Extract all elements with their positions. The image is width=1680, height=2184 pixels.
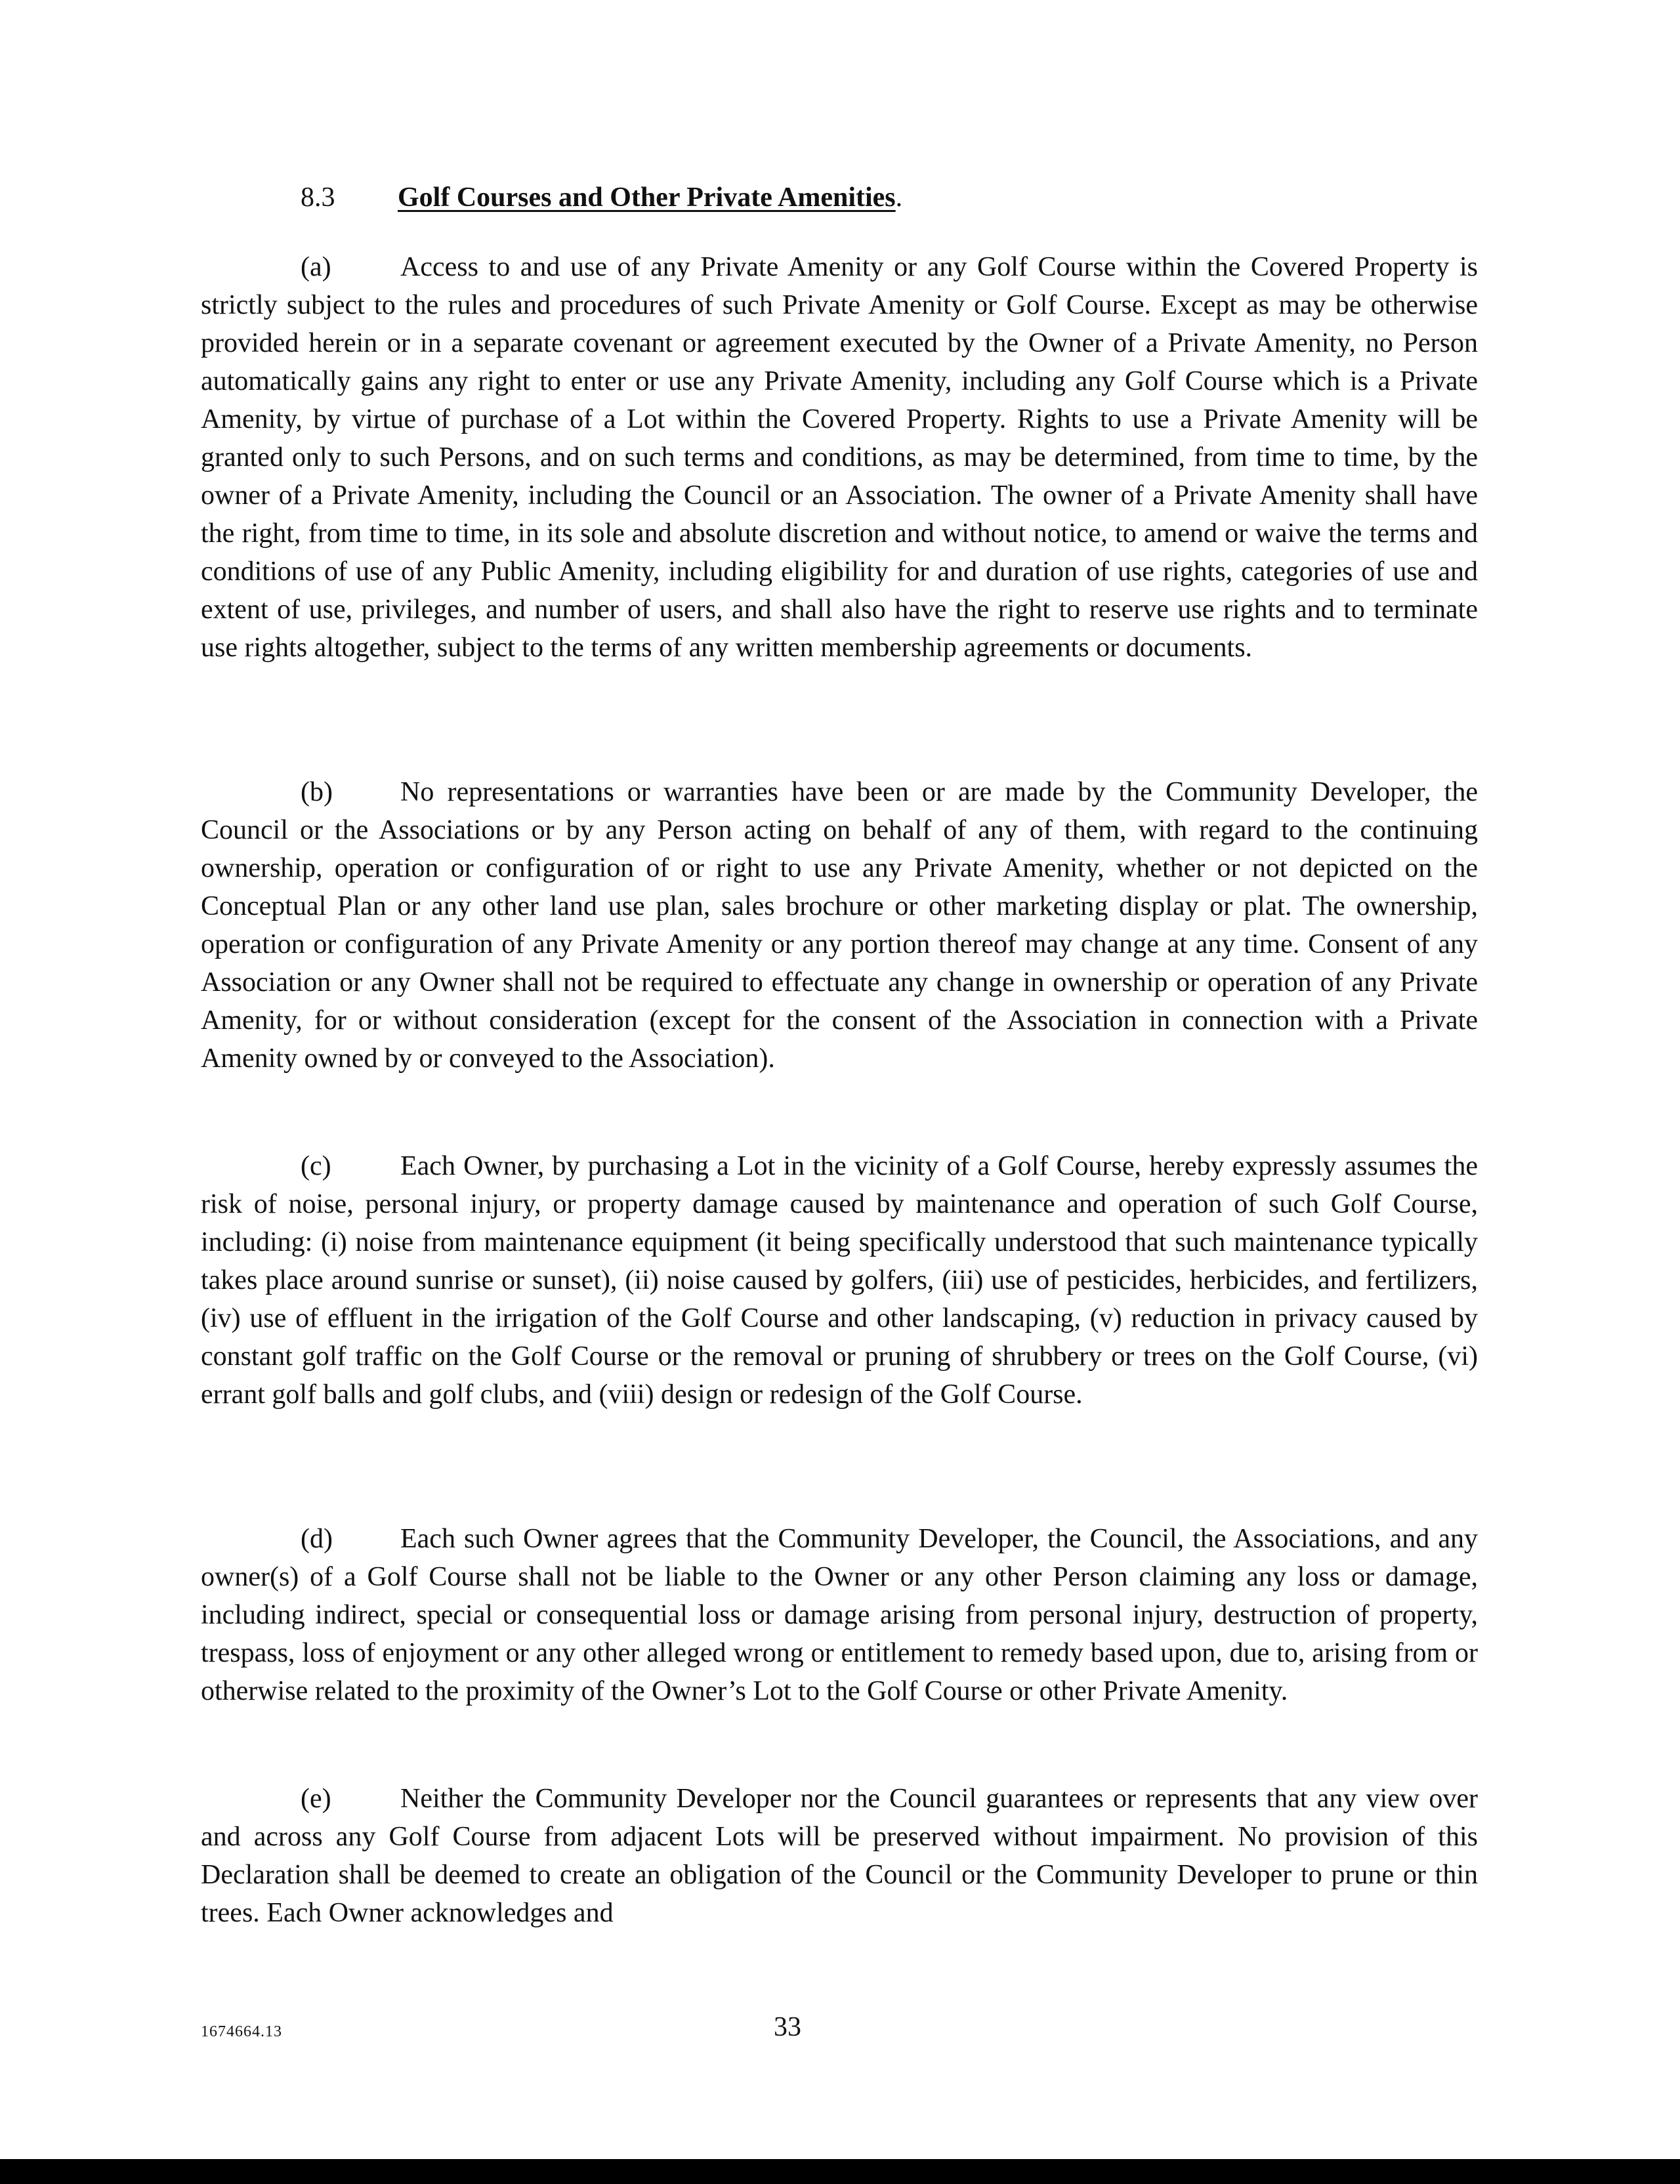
section-number: 8.3 — [301, 182, 335, 213]
scan-border-bar — [0, 2159, 1680, 2184]
paragraph-b-label: (b) — [301, 777, 333, 807]
paragraph-b — [201, 773, 1478, 1078]
paragraph-d — [201, 1520, 1478, 1710]
paragraph-c-label: (c) — [301, 1151, 331, 1181]
paragraph-d-text: Each such Owner agrees that the Community Developer, the Council, the Associations, and any owner(s) of a Golf Course shall not be liable to the Owner or any other Person claiming any loss or damage, including indirect, special or consequential loss or damage arising from personal injury, destruction of property, trespass, loss of enjoyment or any other alleged wrong or entitlement to remedy based upon, due to, arising from or otherwise related to the proximity of the Owner’s Lot to the Golf Course or other Private Amenity. — [201, 1524, 1478, 1706]
paragraph-e-text: Neither the Community Developer nor the Council guarantees or represents that any view over and across any Golf Course from adjacent Lots will be preserved without impairment. No provision of this Declaration shall be deemed to create an obligation of the Council or the Community Developer to prune or thin trees. Each Owner acknowledges and — [201, 1784, 1478, 1928]
paragraph-a — [201, 248, 1478, 667]
document-id: 1674664.13 — [201, 2023, 282, 2040]
section-title: Golf Courses and Other Private Amenities — [398, 182, 896, 213]
paragraph-d-label: (d) — [301, 1524, 333, 1554]
section-heading — [301, 178, 902, 217]
section-title-period: . — [895, 182, 903, 213]
paragraph-a-label: (a) — [301, 252, 331, 282]
paragraph-c — [201, 1147, 1478, 1414]
paragraph-e-label: (e) — [301, 1784, 331, 1814]
paragraph-c-text: Each Owner, by purchasing a Lot in the vicinity of a Golf Course, hereby expressly assumes the risk of noise, personal injury, or property damage caused by maintenance and operation of such Golf Course, including: (i) noise from maintenance equipment (it being specifically understood that such maintenance typically takes place around sunrise or sunset), (ii) noise caused by golfers, (iii) use of pesticides, herbicides, and fertilizers, (iv) use of effluent in the irrigation of the Golf Course and other landscaping, (v) reduction in privacy caused by constant golf traffic on the Golf Course or the removal or pruning of shrubbery or trees on the Golf Course, (vi) errant golf balls and golf clubs, and (viii) design or redesign of the Golf Course. — [201, 1151, 1478, 1410]
paragraph-e — [201, 1780, 1478, 1932]
paragraph-a-text: Access to and use of any Private Amenity or any Golf Course within the Covered Property is strictly subject to the rules and procedures of such Private Amenity or Golf Course. Except as may be otherwise provided herein or in a separate covenant or agreement executed by the Owner of a Private Amenity, no Person automatically gains any right to enter or use any Private Amenity, including any Golf Course which is a Private Amenity, by virtue of purchase of a Lot within the Covered Property. Rights to use a Private Amenity will be granted only to such Persons, and on such terms and conditions, as may be determined, from time to time, by the owner of a Private Amenity, including the Council or an Association. The owner of a Private Amenity shall have the right, from time to time, in its sole and absolute discretion and without notice, to amend or waive the terms and conditions of use of any Public Amenity, including eligibility for and duration of use rights, categories of use and extent of use, privileges, and number of users, and shall also have the right to reserve use rights and to terminate use rights altogether, subject to the terms of any written membership agreements or documents. — [201, 252, 1478, 663]
paragraph-b-text: No representations or warranties have been or are made by the Community Developer, the Council or the Associations or by any Person acting on behalf of any of them, with regard to the continuing ownership, operation or configuration of or right to use any Private Amenity, whether or not depicted on the Conceptual Plan or any other land use plan, sales brochure or other marketing display or plat. The ownership, operation or configuration of any Private Amenity or any portion thereof may change at any time. Consent of any Association or any Owner shall not be required to effectuate any change in ownership or operation of any Private Amenity, for or without consideration (except for the consent of the Association in connection with a Private Amenity owned by or conveyed to the Association). — [201, 777, 1478, 1074]
page-number: 33 — [774, 2012, 801, 2042]
